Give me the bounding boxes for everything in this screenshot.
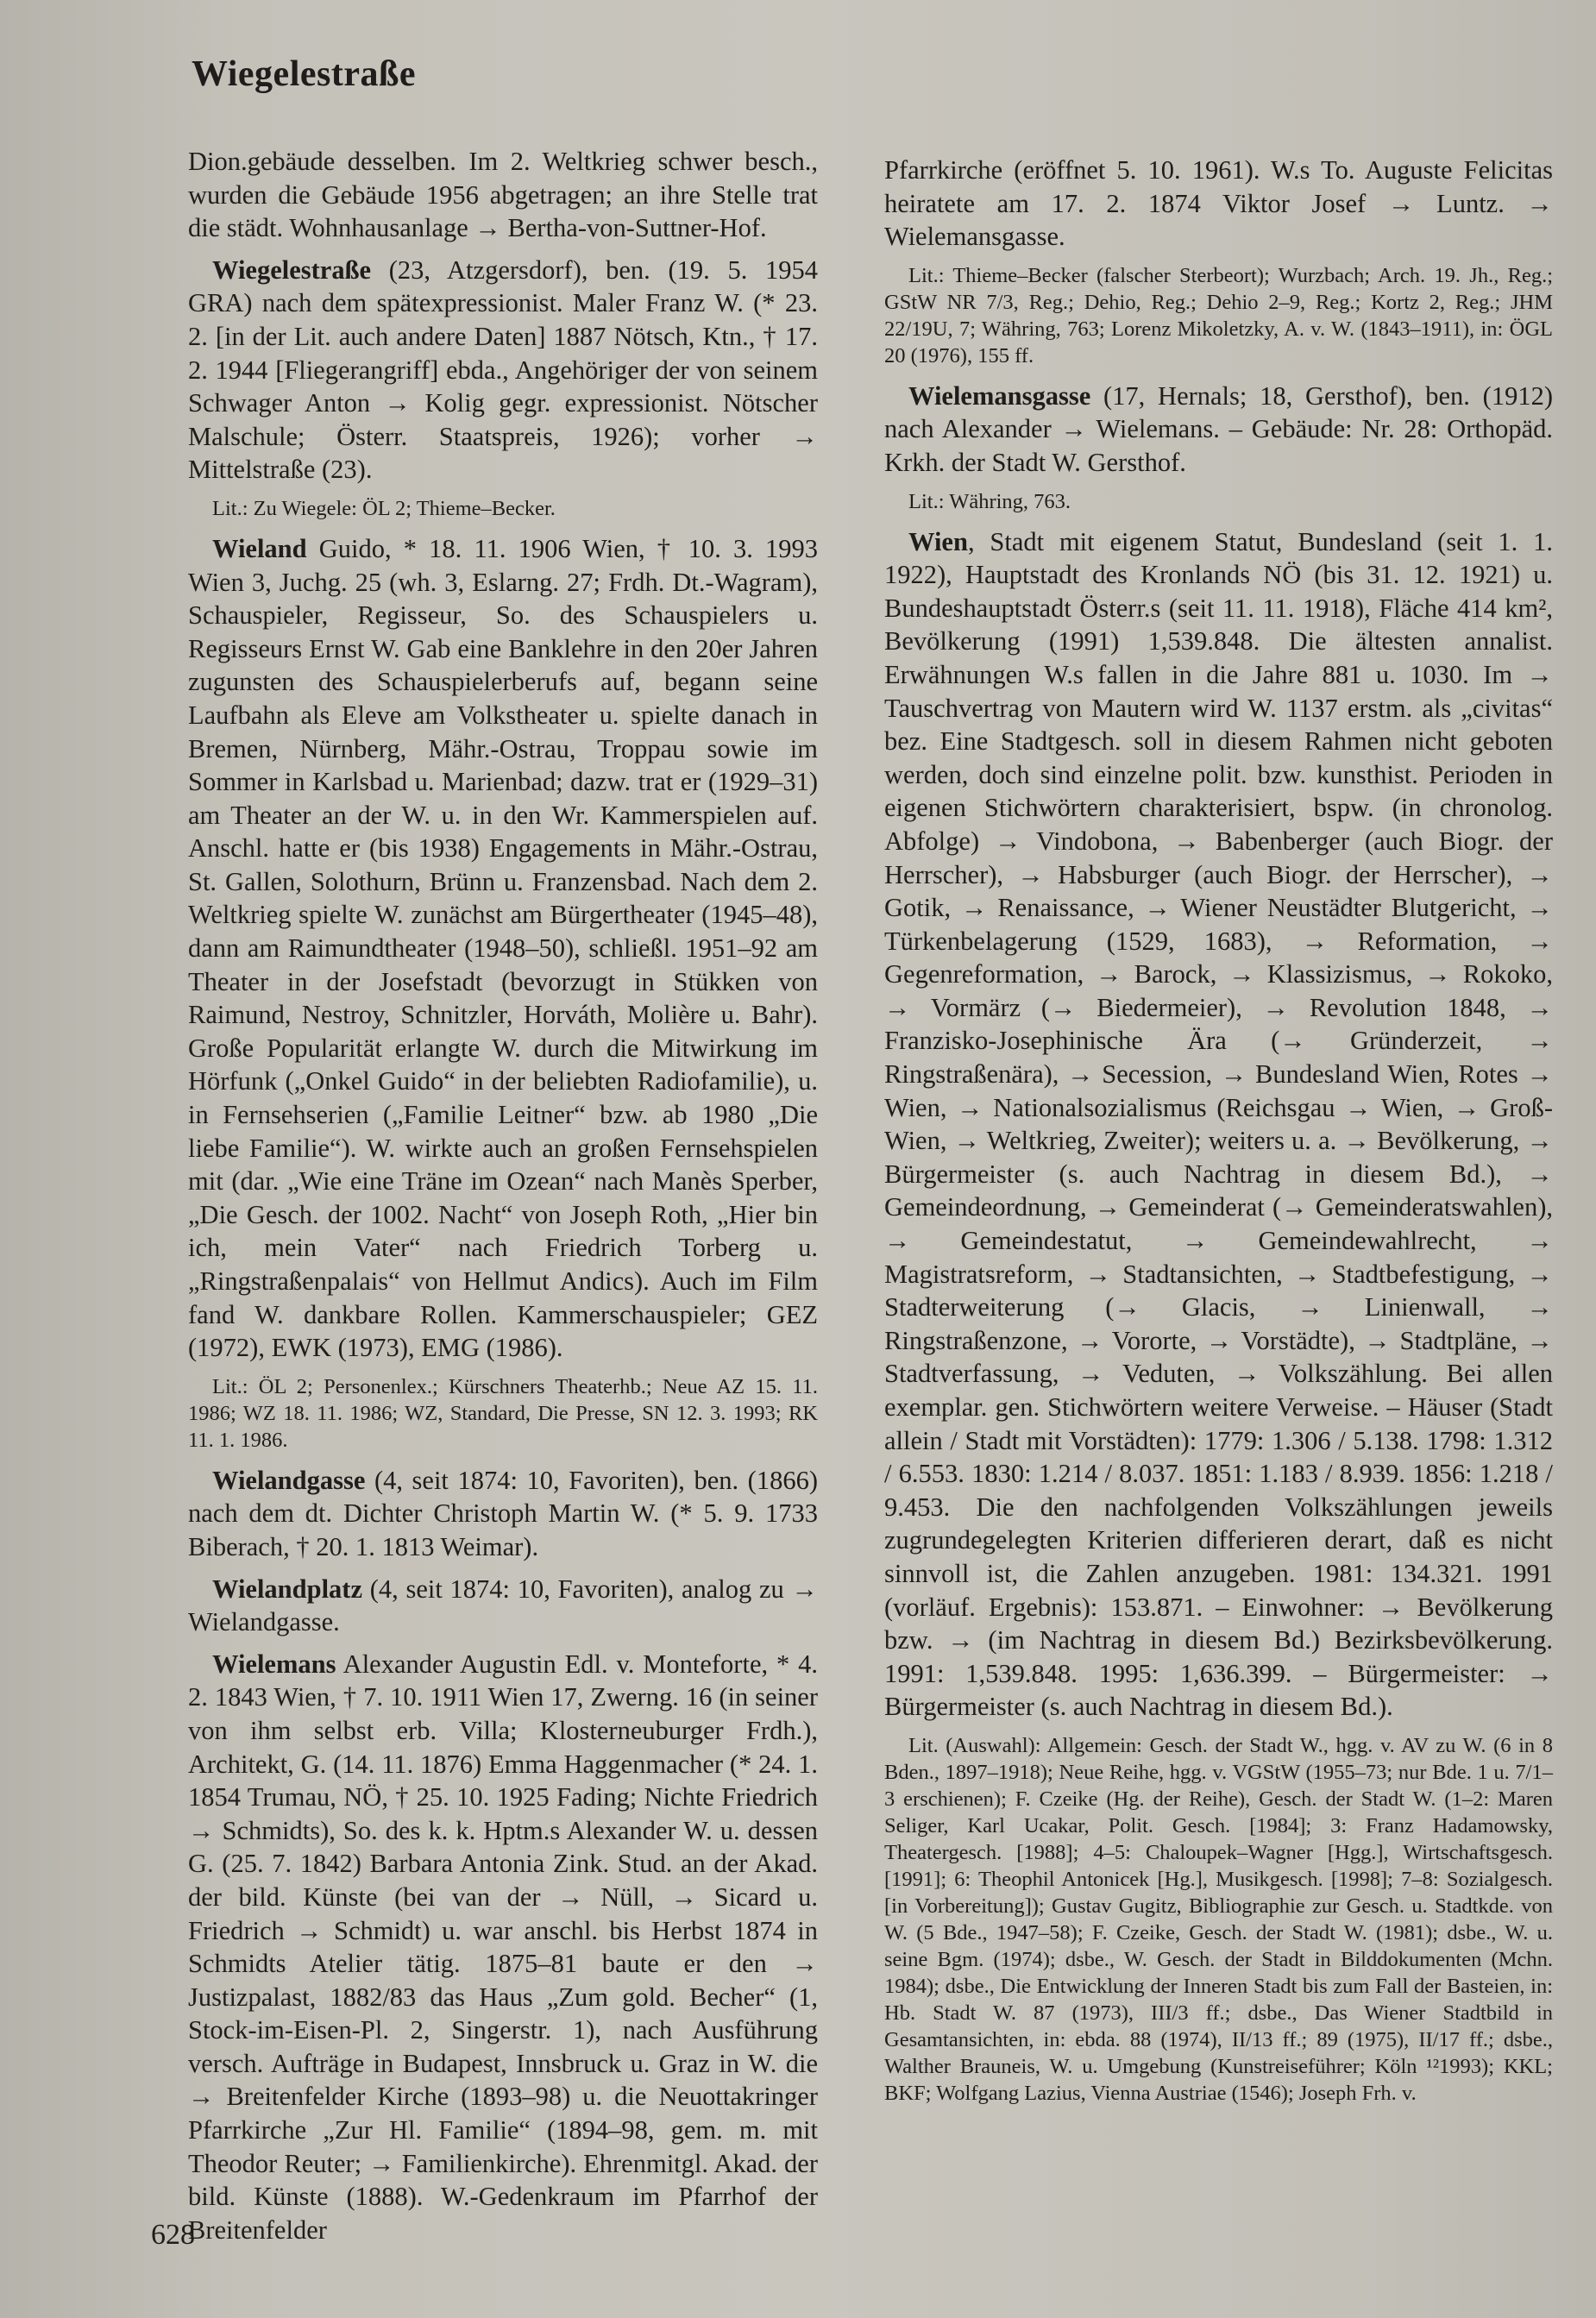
running-head: Wiegelestraße bbox=[192, 54, 416, 94]
entry-continuation bbox=[188, 145, 818, 245]
literature-note: Lit.: Thieme–Becker (falscher Sterbeort); Wurzbach; Arch. 19. Jh., Reg.; GStW NR 7/3, Reg.; Dehio, Reg.; Dehio 2–9, Reg.; Kortz 2, Reg.; JHM 22/19U, 7; Währing, 763; Lorenz Mikoletzky, A. v. W. (1843–1911), in: ÖGL 20 (1976), 155 ff. bbox=[884, 263, 1553, 367]
lexicon-entry bbox=[188, 1573, 818, 1639]
entry-headword: Wiegelestraße bbox=[212, 254, 372, 285]
entry-text: Alexander Augustin Edl. v. Monteforte, * 4. 2. 1843 Wien, † 7. 10. 1911 Wien 17, Zwerng. 16 (in seiner von ihm selbst erb. Villa; Klosterneuburger Frdh.), Architekt, G. (14. 11. 1876) Emma Haggenmacher (* 24. 1. 1854 Trumau, NÖ, † 25. 10. 1925 Fading; Nichte Friedrich → Schmidts), So. des k. k. Hptm.s Alexander W. u. dessen G. (25. 7. 1842) Barbara Antonia Zink. Stud. an der Akad. der bild. Künste (bei van der → Nüll, → Sicard u. Friedrich → Schmidt) u. war anschl. bis Herbst 1874 in Schmidts Atelier tätig. 1875–81 baute er den → Justizpalast, 1882/83 das Haus „Zum gold. Becher“ (1, Stock-im-Eisen-Pl. 2, Singerstr. 1), nach Ausführung versch. Aufträge in Budapest, Innsbruck u. Graz in W. die → Breitenfelder Kirche (1893–98) u. die Neuottakringer Pfarrkirche „Zur Hl. Familie“ (1894–98, gem. m. mit Theodor Reuter; → Familienkirche). Ehrenmitgl. Akad. der bild. Künste (1888). W.-Gedenkraum im Pfarrhof der Breitenfelder bbox=[188, 1649, 818, 2245]
entry-headword: Wielemans bbox=[212, 1649, 336, 1679]
entry-text: (4, seit 1874: 10, Favoriten), ben. (1866) nach dem dt. Dichter Christoph Martin W. (* 5. 9. 1733 Biberach, † 20. 1. 1813 Weimar). bbox=[188, 1465, 818, 1561]
page-number: 628 bbox=[151, 2219, 195, 2251]
literature-note: Lit.: ÖL 2; Personenlex.; Kürschners Theaterhb.; Neue AZ 15. 11. 1986; WZ 18. 11. 1986; WZ, Standard, Die Presse, SN 12. 3. 1993; RK 11. 1. 1986. bbox=[188, 1374, 818, 1452]
left-column bbox=[188, 145, 818, 2255]
entry-text: (23, Atzgersdorf), ben. (19. 5. 1954 GRA) nach dem spätexpressionist. Maler Franz W. (* 23. 2. [in der Lit. auch andere Daten] 1887 Nötsch, Ktn., † 17. 2. 1944 [Fliegerangriff] ebda., Angehöriger der von seinem Schwager Anton → Kolig gegr. expressionist. Nötscher Malschule; Österr. Staatspreis, 1926); vorher → Mittelstraße (23). bbox=[188, 254, 818, 485]
entry-headword: Wien bbox=[908, 526, 968, 556]
lexicon-entry bbox=[884, 525, 1553, 1724]
lexicon-entry bbox=[188, 254, 818, 487]
entry-headword: Wielandplatz bbox=[212, 1574, 362, 1604]
lexicon-entry bbox=[884, 380, 1553, 480]
entry-text: , Stadt mit eigenem Statut, Bundesland (seit 1. 1. 1922), Hauptstadt des Kronlands NÖ (bis 31. 12. 1921) u. Bundeshauptstadt Österr.s (seit 11. 11. 1918), Fläche 414 km², Bevölkerung (1991) 1,539.848. Die ältesten annalist. Erwähnungen W.s fallen in die Jahre 881 u. 1030. Im → Tauschvertrag von Mautern wird W. 1137 erstm. als „civitas“ bez. Eine Stadtgesch. soll in diesem Rahmen nicht geboten werden, doch sind einzelne polit. bzw. kunsthist. Perioden in eigenen Stichwörtern charakterisiert, bspw. (in chronolog. Abfolge) → Vindobona, → Babenberger (auch Biogr. der Herrscher), → Habsburger (auch Biogr. der Herrscher), → Gotik, → Renaissance, → Wiener Neustädter Blutgericht, → Türkenbelagerung (1529, 1683), → Reformation, → Gegenreformation, → Barock, → Klassizismus, → Rokoko, → Vormärz (→ Biedermeier), → Revolution 1848, → Franzisko-Josephinische Ära (→ Gründerzeit, → Ringstraßenära), → Secession, → Bundesland Wien, Rotes → Wien, → Nationalsozialismus (Reichsgau → Wien, → Groß-Wien, → Weltkrieg, Zweiter); weiters u. a. → Bevölkerung, → Bürgermeister (s. auch Nachtrag in diesem Bd.), → Gemeindeordnung, → Gemeinderat (→ Gemeinderatswahlen), → Gemeindestatut, → Gemeindewahlrecht, → Magistratsreform, → Stadtansichten, → Stadtbefestigung, → Stadterweiterung (→ Glacis, → Linienwall, → Ringstraßenzone, → Vororte, → Vorstädte), → Stadtpläne, → Stadtverfassung, → Veduten, → Volkszählung. Bei allen exemplar. gen. Stichwörtern weitere Verweise. – Häuser (Stadt allein / Stadt mit Vorstädten): 1779: 1.306 / 5.138. 1798: 1.312 / 6.553. 1830: 1.214 / 8.037. 1851: 1.183 / 8.939. 1856: 1.218 / 9.453. Die den nachfolgenden Volkszählungen jeweils zugrundegelegten Kriterien differieren derart, daß es nicht sinnvoll ist, die Zahlen anzugeben. 1981: 134.321. 1991 (vorläuf. Ergebnis): 153.871. – Einwohner: → Bevölkerung bzw. → (im Nachtrag in diesem Bd.) Bezirksbevölkerung. 1991: 1,539.848. 1995: 1,636.399. – Bürgermeister: → Bürgermeister (s. auch Nachtrag in diesem Bd.). bbox=[884, 526, 1553, 1722]
entry-text: Guido, * 18. 11. 1906 Wien, † 10. 3. 1993 Wien 3, Juchg. 25 (wh. 3, Eslarng. 27; Frdh. Dt.-Wagram), Schauspieler, Regisseur, So. des Schauspielers u. Regisseurs Ernst W. Gab eine Banklehre in den 20er Jahren zugunsten des Schauspielerberufs auf, begann seine Laufbahn als Eleve am Volkstheater u. spielte danach in Bremen, Nürnberg, Mähr.-Ostrau, Troppau sowie im Sommer in Karlsbad u. Marienbad; dazw. trat er (1929–31) am Theater an der W. u. in den Wr. Kammerspielen auf. Anschl. hatte er (bis 1938) Engagements in Mähr.-Ostrau, St. Gallen, Solothurn, Brünn u. Franzensbad. Nach dem 2. Weltkrieg spielte W. zunächst am Bürgertheater (1945–48), dann am Raimundtheater (1948–50), schließl. 1951–92 am Theater in der Josefstadt (bevorzugt in Stükken von Raimund, Nestroy, Schnitzler, Horváth, Molière u. Bahr). Große Popularität erlangte W. durch die Mitwirkung im Hörfunk („Onkel Guido“ in der beliebten Radiofamilie), u. in Fernsehserien („Familie Leitner“ bzw. ab 1980 „Die liebe Familie“). W. wirkte auch an großen Fernsehspielen mit (dar. „Wie eine Träne im Ozean“ nach Manès Sperber, „Die Gesch. der 1002. Nacht“ von Joseph Roth, „Hier bin ich, mein Vater“ nach Friedrich Torberg u. „Ringstraßenpalais“ von Hellmut Andics). Auch im Film fand W. dankbare Rollen. Kammerschauspieler; GEZ (1972), EWK (1973), EMG (1986). bbox=[188, 533, 818, 1363]
literature-note: Lit. (Auswahl): Allgemein: Gesch. der Stadt W., hgg. v. AV zu W. (6 in 8 Bden., 1897–1918); Neue Reihe, hgg. v. VGStW (1955–73; nur Bde. 1 u. 7/1–3 erschienen); F. Czeike (Hg. der Reihe), Gesch. der Stadt W. (1–2: Maren Seliger, Karl Ucakar, Polit. Gesch. [1984]; 3: Franz Hadamowsky, Theatergesch. [1988]; 4–5: Chaloupek–Wagner [Hgg.], Wirtschaftsgesch. [1991]; 6: Theophil Antonicek [Hg.], Musikgesch. [1998]; 7–8: Sozialgesch. [in Vorbereitung]); Gustav Gugitz, Bibliographie zur Gesch. u. Stadtkde. von W. (5 Bde., 1947–58); F. Czeike, Gesch. der Stadt W. (1981); dsbe., W. u. seine Bgm. (1974); dsbe., W. Gesch. der Stadt in Bilddokumenten (Mchn. 1984); dsbe., Die Entwicklung der Inneren Stadt bis zum Fall der Basteien, in: Hb. Stadt W. 87 (1973), III/3 ff.; dsbe., Das Wiener Stadtbild in Gesamtansichten, in: ebda. 88 (1974), II/13 ff.; 89 (1975), II/17 ff.; dsbe., Walther Brauneis, W. u. Umgebung (Kunstreiseführer; Köln ¹²1993); KKL; BKF; Wolfgang Lazius, Vienna Austriae (1546); Joseph Frh. v. bbox=[884, 1733, 1553, 2105]
entry-text: (4, seit 1874: 10, Favoriten), analog zu → Wielandgasse. bbox=[188, 1574, 818, 1637]
entry-text: Dion.gebäude desselben. Im 2. Weltkrieg schwer besch., wurden die Gebäude 1956 abgetragen; an ihre Stelle trat die städt. Wohnhausanlage → Bertha-von-Suttner-Hof. bbox=[188, 147, 818, 243]
right-column bbox=[884, 154, 1553, 2117]
entry-text: Pfarrkirche (eröffnet 5. 10. 1961). W.s To. Auguste Felicitas heiratete am 17. 2. 1874 Viktor Josef → Luntz. → Wielemansgasse. bbox=[884, 155, 1553, 252]
entry-headword: Wielandgasse bbox=[212, 1465, 366, 1495]
lexicon-entry bbox=[188, 1464, 818, 1564]
literature-note: Lit.: Zu Wiegele: ÖL 2; Thieme–Becker. bbox=[212, 496, 556, 520]
entry-headword: Wielemansgasse bbox=[908, 380, 1091, 411]
literature-note: Lit.: Währing, 763. bbox=[908, 489, 1071, 513]
lexicon-entry bbox=[188, 532, 818, 1365]
entry-text: (17, Hernals; 18, Gersthof), ben. (1912) nach Alexander → Wielemans. – Gebäude: Nr. 28: Orthopäd. Krkh. der Stadt W. Gersthof. bbox=[884, 380, 1553, 477]
entry-headword: Wieland bbox=[212, 533, 307, 563]
lexicon-entry bbox=[188, 1648, 818, 2247]
entry-continuation bbox=[884, 154, 1553, 254]
